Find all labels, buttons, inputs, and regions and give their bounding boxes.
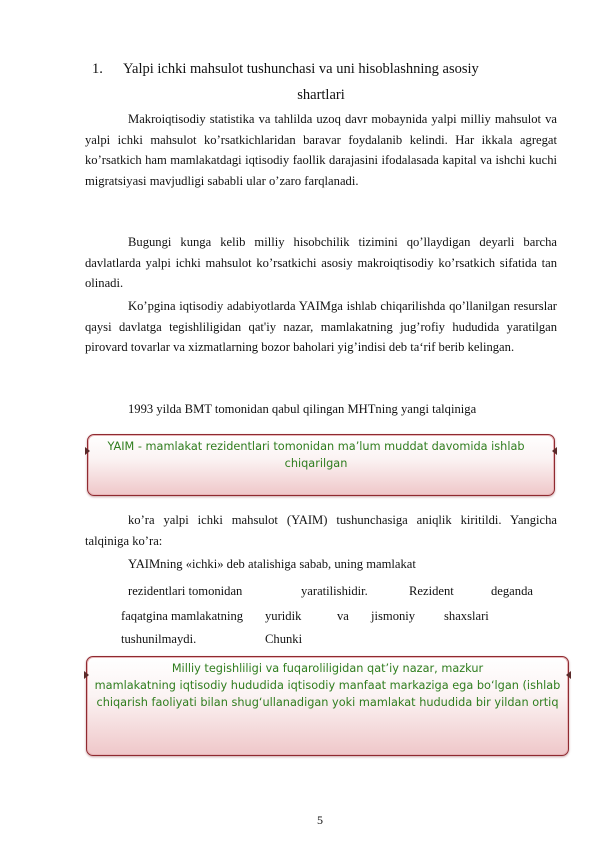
text-line-3a: faqatgina mamlakatning: [121, 609, 244, 623]
banner-2-line-2: mamlakatning iqtisodiy hududida iqtisodiy manfaat markaziga ega bo‘lgan (ishlab: [94, 679, 561, 692]
paragraph-4: 1993 yilda BMT tomonidan qabul qilingan MHTning yangi talqiniga: [128, 402, 477, 416]
paragraph-1: Makroiqtisodiy statistika va tahlilda uzoq davr mobaynida yalpi milliy mahsulot va yalpi ichki mahsulot ko’rsatkichlaridan baravar foydalanib kelindi. Har ikkala agregat ko’rsatkich ham mamlakatdagi iqtisodiy faollik darajasini ifodalasada kapital va ishchi kuchi migratsiyasi mavjudligi sababli ular o’zaro farqlanadi.: [85, 112, 557, 188]
text-line-2b: yaratilishidir.: [301, 584, 368, 598]
banner-2-text: [87, 657, 568, 711]
section-number: 1.: [92, 61, 103, 77]
text-line-2a: rezidentlari tomonidan: [128, 584, 243, 598]
banner-right-marker: [566, 671, 571, 679]
text-line-4a: tushunilmaydi.: [121, 632, 197, 646]
definition-banner-2: [86, 656, 569, 756]
text-line-3c: va: [337, 609, 349, 623]
section-title-line2: shartlari: [297, 87, 345, 103]
section-title-line1: Yalpi ichki mahsulot tushunchasi va uni hisoblashning asosiy: [123, 61, 479, 77]
text-line-3e: shaxslari: [444, 609, 489, 623]
text-line-1: YAIMning «ichki» deb atalishiga sabab, uning mamlakat: [128, 557, 416, 571]
text-line-2d: deganda: [491, 584, 533, 598]
definition-banner-1: [87, 434, 555, 496]
text-line-2c: Rezident: [409, 584, 454, 598]
banner-left-marker: [84, 671, 89, 679]
text-line-3d: jismoniy: [371, 609, 416, 623]
section-heading: [85, 56, 557, 108]
paragraph-5: ko’ra yalpi ichki mahsulot (YAIM) tushunchasiga aniqlik kiritildi. Yangicha talqiniga ko’ra:: [85, 513, 557, 548]
banner-right-marker: [552, 447, 557, 455]
text-line-3b: yuridik: [265, 609, 302, 623]
banner-2-line-3: chiqarish faoliyati bilan shug‘ullanadigan yoki mamlakat hududida bir yildan ortiq: [96, 696, 559, 709]
banner-left-marker: [85, 447, 90, 455]
banner-1-text: YAIM - mamlakat rezidentlari tomonidan ma’lum muddat davomida ishlab chiqarilgan: [107, 440, 525, 470]
page-number: 5: [317, 813, 323, 827]
paragraph-3: Ko’pgina iqtisodiy adabiyotlarda YAIMga ishlab chiqarilishda qo’llanilgan resurslar qaysi davlatga tegishliligidan qat'iy nazar, mamlakatning jug’rofiy hududida yaratilgan pirovard tovarlar va xizmatlarning bozor baholari yig’indisi deb ta‘rif berib kelingan.: [85, 299, 557, 355]
paragraph-2: Bugungi kunga kelib milliy hisobchilik tizimini qo’llaydigan deyarli barcha davlatlarda yalpi ichki mahsulot ko’rsatkichi asosiy makroiqtisodiy ko’rsatkich sifatida tan olinadi.: [85, 235, 557, 291]
text-line-4b: Chunki: [265, 632, 303, 646]
banner-2-line-1: Milliy tegishliligi va fuqaroliligidan qat’iy nazar, mazkur: [171, 662, 484, 675]
